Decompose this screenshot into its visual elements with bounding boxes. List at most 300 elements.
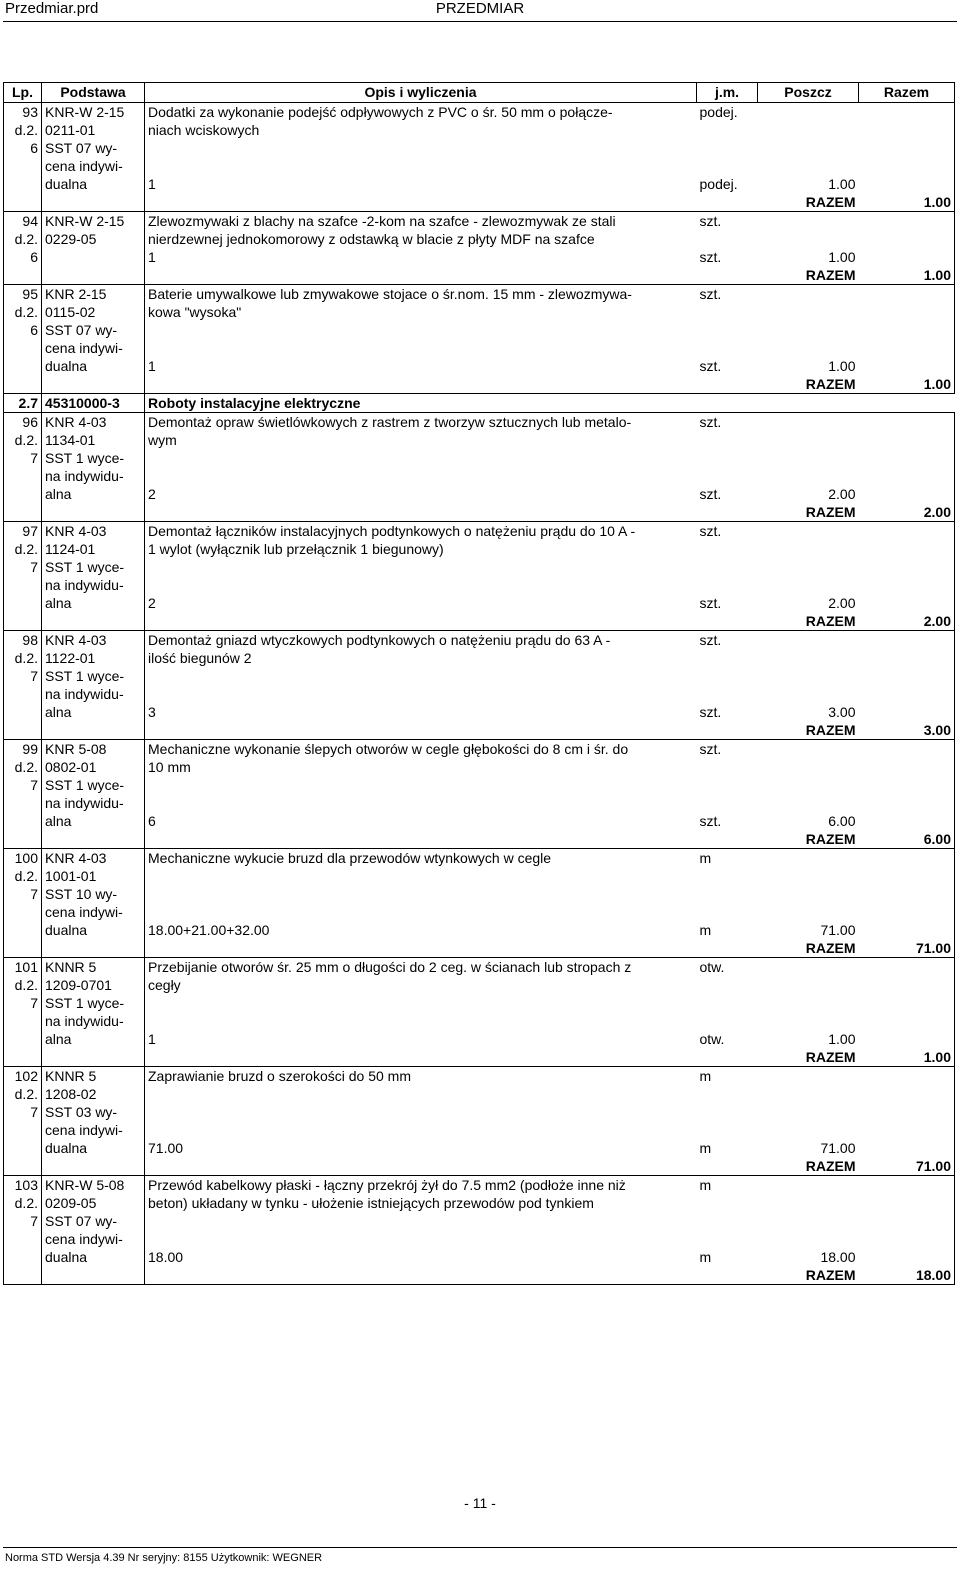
lp-line: 101 — [14, 959, 38, 975]
podstawa-line: 1208-02 — [45, 1086, 97, 1102]
poszcz-value: 6.00 — [828, 813, 856, 829]
razem-spacer — [145, 1266, 697, 1285]
lp-line: d.2. — [14, 1195, 38, 1211]
lp-line: 7 — [30, 777, 38, 793]
podstawa-line: KNNR 5 — [45, 959, 97, 975]
lp-line: d.2. — [14, 650, 38, 666]
razem-cell — [859, 522, 955, 613]
razem-row — [4, 1048, 955, 1067]
item-basis — [42, 958, 145, 1067]
lp-line: d.2. — [14, 1086, 38, 1102]
lp-line: 7 — [30, 559, 38, 575]
razem-total: 2.00 — [859, 503, 955, 522]
item-basis — [42, 413, 145, 522]
podstawa-line: cena indywi- — [45, 1122, 123, 1138]
calculation-unit: m — [699, 922, 712, 938]
razem-cell — [859, 413, 955, 504]
table-row — [4, 285, 955, 376]
unit: szt. — [699, 286, 722, 302]
table-body — [4, 103, 955, 1285]
unit: szt. — [699, 741, 722, 757]
poszcz-value: 71.00 — [820, 922, 856, 938]
razem-cell — [859, 103, 955, 194]
podstawa-line: KNR 4-03 — [45, 850, 107, 866]
item-description — [145, 1176, 697, 1267]
lp-line: d.2. — [14, 541, 38, 557]
podstawa-line: SST 1 wyce- — [45, 450, 125, 466]
table-row — [4, 103, 955, 194]
item-description — [145, 413, 697, 504]
calculation-unit: otw. — [699, 1031, 725, 1047]
podstawa-line: SST 1 wyce- — [45, 668, 125, 684]
item-description — [145, 631, 697, 722]
item-basis — [42, 631, 145, 740]
calculation-expression: 1 — [148, 176, 156, 192]
podstawa-line: KNR 4-03 — [45, 632, 107, 648]
description-line: 1 wylot (wyłącznik lub przełącznik 1 biegunowy) — [148, 541, 444, 557]
podstawa-line: KNR-W 2-15 — [45, 213, 125, 229]
razem-label: RAZEM — [758, 1266, 859, 1285]
podstawa-line: KNR-W 2-15 — [45, 104, 125, 120]
razem-label: RAZEM — [758, 193, 859, 212]
poszcz-value: 1.00 — [828, 176, 856, 192]
podstawa-line: alna — [45, 704, 72, 720]
calculation-unit: m — [699, 1249, 712, 1265]
podstawa-line: cena indywi- — [45, 158, 123, 174]
podstawa-line: 1209-0701 — [45, 977, 112, 993]
lp-line: 95 — [22, 286, 38, 302]
podstawa-line: alna — [45, 486, 72, 502]
unit-cell — [697, 413, 758, 504]
unit-cell — [697, 740, 758, 831]
section-title: Roboty instalacyjne elektryczne — [145, 394, 955, 413]
razem-total: 6.00 — [859, 830, 955, 849]
razem-total: 1.00 — [859, 193, 955, 212]
item-description — [145, 1067, 697, 1158]
table-row — [4, 1067, 955, 1158]
poszcz-value: 3.00 — [828, 704, 856, 720]
calculation-row — [148, 1139, 694, 1157]
description-line: Mechaniczne wykucie bruzd dla przewodów wtynkowych w cegle — [148, 850, 552, 866]
podstawa-line: KNR-W 5-08 — [45, 1177, 125, 1193]
podstawa-line: dualna — [45, 922, 88, 938]
podstawa-line: dualna — [45, 176, 88, 192]
description-line: Baterie umywalkowe lub zmywakowe stojace o śr.nom. 15 mm - zlewozmywa- — [148, 286, 632, 302]
razem-total: 3.00 — [859, 721, 955, 740]
razem-cell — [859, 631, 955, 722]
podstawa-line: KNR 2-15 — [45, 286, 107, 302]
podstawa-line: KNNR 5 — [45, 1068, 97, 1084]
description-line: Demontaż łączników instalacyjnych podtynkowych o natężeniu prądu do 10 A - — [148, 523, 636, 539]
podstawa-line: dualna — [45, 1140, 88, 1156]
calculation-unit: szt. — [699, 486, 722, 502]
calculation-expression: 18.00+21.00+32.00 — [148, 922, 270, 938]
col-lp: Lp. — [4, 83, 42, 103]
razem-cell — [859, 740, 955, 831]
table-row — [4, 849, 955, 940]
razem-spacer — [697, 1157, 758, 1176]
calculation-expression: 2 — [148, 595, 156, 611]
podstawa-line: cena indywi- — [45, 340, 123, 356]
calculation-row — [148, 1248, 694, 1266]
razem-spacer — [145, 830, 697, 849]
razem-row — [4, 193, 955, 212]
razem-label: RAZEM — [758, 503, 859, 522]
description-line: cegły — [148, 977, 181, 993]
lp-line: 97 — [22, 523, 38, 539]
lp-line: d.2. — [14, 122, 38, 138]
calculation-unit: szt. — [699, 249, 722, 265]
podstawa-line: cena indywi- — [45, 904, 123, 920]
podstawa-line: SST 1 wyce- — [45, 777, 125, 793]
calculation-unit: szt. — [699, 704, 722, 720]
poszcz-cell — [758, 740, 859, 831]
lp-line: d.2. — [14, 432, 38, 448]
razem-row — [4, 1157, 955, 1176]
poszcz-value: 1.00 — [828, 249, 856, 265]
razem-spacer — [145, 1048, 697, 1067]
podstawa-line: KNR 4-03 — [45, 414, 107, 430]
unit: szt. — [699, 632, 722, 648]
unit-cell — [697, 849, 758, 940]
razem-label: RAZEM — [758, 1048, 859, 1067]
podstawa-line: SST 07 wy- — [45, 1213, 118, 1229]
page-number: - 11 - — [464, 1495, 496, 1511]
razem-row — [4, 266, 955, 285]
section-number: 2.7 — [4, 394, 42, 413]
razem-spacer — [697, 1266, 758, 1285]
lp-line: 7 — [30, 450, 38, 466]
podstawa-line: na indywidu- — [45, 686, 124, 702]
calculation-unit: szt. — [699, 358, 722, 374]
poszcz-cell — [758, 958, 859, 1049]
section-code: 45310000-3 — [42, 394, 145, 413]
unit: m — [699, 1177, 712, 1193]
razem-spacer — [697, 721, 758, 740]
unit-cell — [697, 1067, 758, 1158]
col-razem: Razem — [859, 83, 955, 103]
razem-cell — [859, 1067, 955, 1158]
razem-spacer — [145, 193, 697, 212]
razem-label: RAZEM — [758, 830, 859, 849]
podstawa-line: 1122-01 — [45, 650, 96, 666]
item-description — [145, 740, 697, 831]
razem-spacer — [145, 266, 697, 285]
razem-label: RAZEM — [758, 721, 859, 740]
calculation-unit: szt. — [699, 595, 722, 611]
lp-line: d.2. — [14, 868, 38, 884]
item-number — [4, 958, 42, 1067]
podstawa-line: 0209-05 — [45, 1195, 97, 1211]
razem-spacer — [697, 1048, 758, 1067]
item-number — [4, 285, 42, 394]
file-name: Przedmiar.prd — [5, 0, 99, 17]
description-line: Zaprawianie bruzd o szerokości do 50 mm — [148, 1068, 412, 1084]
razem-spacer — [145, 375, 697, 394]
description-line: ilość biegunów 2 — [148, 650, 252, 666]
razem-total: 71.00 — [859, 1157, 955, 1176]
poszcz-value: 71.00 — [820, 1140, 856, 1156]
podstawa-line: KNR 5-08 — [45, 741, 107, 757]
item-number — [4, 740, 42, 849]
item-basis — [42, 1176, 145, 1285]
table-row — [4, 1176, 955, 1267]
razem-row — [4, 612, 955, 631]
table-row — [4, 212, 955, 267]
razem-label: RAZEM — [758, 612, 859, 631]
razem-row — [4, 1266, 955, 1285]
item-basis — [42, 103, 145, 212]
razem-row — [4, 721, 955, 740]
unit-cell — [697, 958, 758, 1049]
calculation-expression: 18.00 — [148, 1249, 184, 1265]
unit-cell — [697, 522, 758, 613]
unit-cell — [697, 285, 758, 376]
unit-cell — [697, 103, 758, 194]
razem-row — [4, 503, 955, 522]
podstawa-line: dualna — [45, 358, 88, 374]
calculation-expression: 1 — [148, 249, 156, 265]
unit: szt. — [699, 523, 722, 539]
podstawa-line: 0211-01 — [45, 122, 96, 138]
razem-spacer — [145, 939, 697, 958]
item-basis — [42, 849, 145, 958]
item-number — [4, 212, 42, 285]
razem-spacer — [697, 612, 758, 631]
razem-total: 2.00 — [859, 612, 955, 631]
description-line: wym — [148, 432, 177, 448]
item-basis — [42, 1067, 145, 1176]
podstawa-line: na indywidu- — [45, 577, 124, 593]
podstawa-line: cena indywi- — [45, 1231, 123, 1247]
lp-line: 6 — [30, 322, 38, 338]
poszcz-cell — [758, 285, 859, 376]
lp-line: d.2. — [14, 977, 38, 993]
razem-spacer — [697, 830, 758, 849]
razem-cell — [859, 212, 955, 267]
description-line: Demontaż gniazd wtyczkowych podtynkowych o natężeniu prądu do 63 A - — [148, 632, 611, 648]
description-line: 10 mm — [148, 759, 191, 775]
razem-total: 71.00 — [859, 939, 955, 958]
razem-row — [4, 830, 955, 849]
estimate-table — [3, 82, 955, 1285]
item-basis — [42, 285, 145, 394]
col-poszcz: Poszcz — [758, 83, 859, 103]
item-description — [145, 103, 697, 194]
poszcz-cell — [758, 103, 859, 194]
description-line: Przebijanie otworów śr. 25 mm o długości do 2 ceg. w ścianach lub stropach z — [148, 959, 632, 975]
razem-spacer — [145, 612, 697, 631]
item-description — [145, 849, 697, 940]
lp-line: 7 — [30, 886, 38, 902]
poszcz-cell — [758, 1067, 859, 1158]
razem-cell — [859, 849, 955, 940]
table-row — [4, 740, 955, 831]
poszcz-value: 1.00 — [828, 1031, 856, 1047]
lp-line: d.2. — [14, 759, 38, 775]
poszcz-value: 2.00 — [828, 595, 856, 611]
poszcz-cell — [758, 849, 859, 940]
table-row — [4, 631, 955, 722]
razem-spacer — [145, 503, 697, 522]
description-line: Dodatki za wykonanie podejść odpływowych z PVC o śr. 50 mm o połącze- — [148, 104, 613, 120]
podstawa-line: 1001-01 — [45, 868, 97, 884]
item-number — [4, 631, 42, 740]
col-opis: Opis i wyliczenia — [145, 83, 697, 103]
calculation-row — [148, 703, 694, 721]
calculation-unit: szt. — [699, 813, 722, 829]
description-line: niach wciskowych — [148, 122, 260, 138]
calculation-row — [148, 357, 694, 375]
lp-line: 6 — [30, 249, 38, 265]
razem-spacer — [697, 266, 758, 285]
unit: m — [699, 1068, 712, 1084]
header-divider — [3, 21, 957, 22]
description-line: kowa "wysoka" — [148, 304, 242, 320]
podstawa-line: alna — [45, 813, 72, 829]
podstawa-line: alna — [45, 1031, 72, 1047]
calculation-expression: 3 — [148, 704, 156, 720]
calculation-expression: 2 — [148, 486, 156, 502]
razem-cell — [859, 958, 955, 1049]
unit-cell — [697, 1176, 758, 1267]
unit-cell — [697, 212, 758, 267]
unit: podej. — [699, 104, 738, 120]
table-row — [4, 413, 955, 504]
razem-label: RAZEM — [758, 939, 859, 958]
table-header — [4, 83, 955, 103]
lp-line: 7 — [30, 1213, 38, 1229]
item-basis — [42, 740, 145, 849]
razem-cell — [859, 285, 955, 376]
podstawa-line: dualna — [45, 1249, 88, 1265]
item-description — [145, 522, 697, 613]
razem-spacer — [697, 375, 758, 394]
razem-row — [4, 939, 955, 958]
poszcz-cell — [758, 1176, 859, 1267]
podstawa-line: na indywidu- — [45, 1013, 124, 1029]
podstawa-line: SST 10 wy- — [45, 886, 118, 902]
item-number — [4, 103, 42, 212]
lp-line: d.2. — [14, 304, 38, 320]
description-line: beton) układany w tynku - ułożenie istniejących przewodów pod tynkiem — [148, 1195, 594, 1211]
razem-total: 1.00 — [859, 1048, 955, 1067]
item-description — [145, 285, 697, 376]
lp-line: 99 — [22, 741, 38, 757]
lp-line: 96 — [22, 414, 38, 430]
calculation-expression: 1 — [148, 1031, 156, 1047]
razem-label: RAZEM — [758, 375, 859, 394]
calculation-row — [148, 812, 694, 830]
razem-spacer — [697, 193, 758, 212]
podstawa-line: na indywidu- — [45, 795, 124, 811]
poszcz-value: 1.00 — [828, 358, 856, 374]
unit: szt. — [699, 414, 722, 430]
lp-line: d.2. — [14, 231, 38, 247]
podstawa-line: 1134-01 — [45, 432, 96, 448]
item-number — [4, 522, 42, 631]
razem-cell — [859, 1176, 955, 1267]
podstawa-line: na indywidu- — [45, 468, 124, 484]
lp-line: 7 — [30, 1104, 38, 1120]
lp-line: 98 — [22, 632, 38, 648]
podstawa-line: 1124-01 — [45, 541, 96, 557]
unit: m — [699, 850, 712, 866]
item-basis — [42, 212, 145, 285]
item-number — [4, 1176, 42, 1285]
calculation-expression: 71.00 — [148, 1140, 184, 1156]
razem-total: 1.00 — [859, 266, 955, 285]
description-line: Zlewozmywaki z blachy na szafce -2-kom na szafce - zlewozmywak ze stali — [148, 213, 616, 229]
poszcz-value: 18.00 — [820, 1249, 856, 1265]
razem-row — [4, 375, 955, 394]
item-number — [4, 849, 42, 958]
lp-line: 6 — [30, 140, 38, 156]
calculation-row — [148, 594, 694, 612]
description-line: Mechaniczne wykonanie ślepych otworów w cegle głębokości do 8 cm i śr. do — [148, 741, 629, 757]
item-number — [4, 413, 42, 522]
description-line: nierdzewnej jednokomorowy z odstawką w blacie z płyty MDF na szafce — [148, 231, 595, 247]
lp-line: 100 — [14, 850, 38, 866]
lp-line: 94 — [22, 213, 38, 229]
poszcz-cell — [758, 212, 859, 267]
podstawa-line: SST 07 wy- — [45, 322, 118, 338]
calculation-row — [148, 921, 694, 939]
razem-spacer — [697, 503, 758, 522]
razem-spacer — [145, 721, 697, 740]
razem-total: 18.00 — [859, 1266, 955, 1285]
podstawa-line: 0802-01 — [45, 759, 97, 775]
description-line: Demontaż opraw świetlówkowych z rastrem z tworzyw sztucznych lub metalo- — [148, 414, 632, 430]
item-description — [145, 958, 697, 1049]
calculation-unit: m — [699, 1140, 712, 1156]
podstawa-line: SST 07 wy- — [45, 140, 118, 156]
calculation-row — [148, 248, 694, 266]
item-number — [4, 1067, 42, 1176]
razem-spacer — [145, 1157, 697, 1176]
description-line: Przewód kabelkowy płaski - łączny przekrój żył do 7.5 mm2 (podłoże inne niż — [148, 1177, 626, 1193]
unit: szt. — [699, 213, 722, 229]
unit: otw. — [699, 959, 725, 975]
calculation-unit: podej. — [699, 176, 738, 192]
lp-line: 7 — [30, 668, 38, 684]
calculation-row — [148, 175, 694, 193]
lp-line: 102 — [14, 1068, 38, 1084]
poszcz-cell — [758, 522, 859, 613]
razem-spacer — [697, 939, 758, 958]
table-row — [4, 958, 955, 1049]
section-row — [4, 394, 955, 413]
podstawa-line: 0115-02 — [45, 304, 96, 320]
podstawa-line: 0229-05 — [45, 231, 97, 247]
razem-total: 1.00 — [859, 375, 955, 394]
lp-line: 93 — [22, 104, 38, 120]
unit-cell — [697, 631, 758, 722]
software-info: Norma STD Wersja 4.39 Nr seryjny: 8155 Użytkownik: WEGNER — [5, 1552, 323, 1564]
poszcz-cell — [758, 413, 859, 504]
calculation-expression: 6 — [148, 813, 156, 829]
calculation-expression: 1 — [148, 358, 156, 374]
podstawa-line: SST 03 wy- — [45, 1104, 118, 1120]
lp-line: 103 — [14, 1177, 38, 1193]
poszcz-cell — [758, 631, 859, 722]
footer-divider — [3, 1547, 957, 1548]
table-row — [4, 522, 955, 613]
lp-line: 7 — [30, 995, 38, 1011]
podstawa-line: KNR 4-03 — [45, 523, 107, 539]
razem-label: RAZEM — [758, 1157, 859, 1176]
podstawa-line: SST 1 wyce- — [45, 559, 125, 575]
